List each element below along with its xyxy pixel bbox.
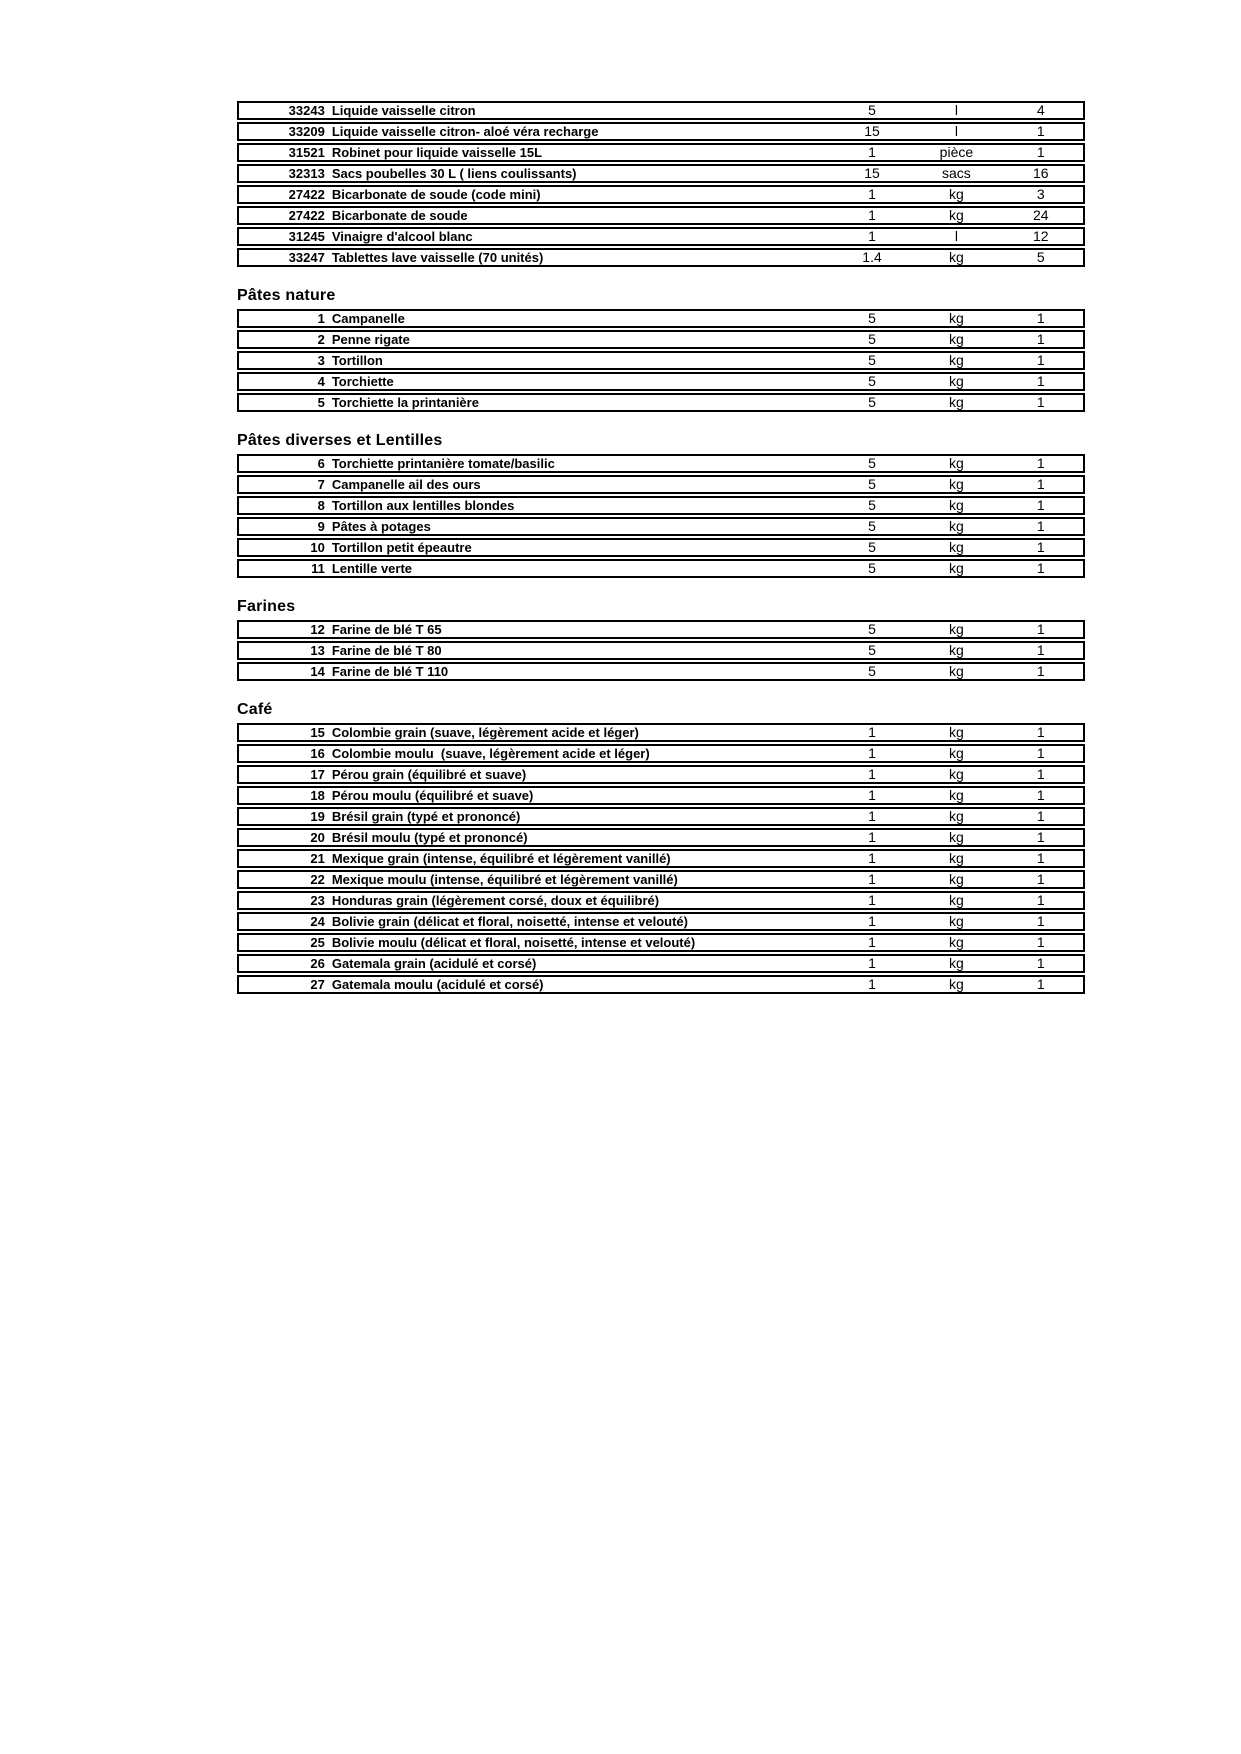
row-ref: 5 [317,395,325,410]
row-unit: kg [949,872,964,887]
table-row [237,143,1085,162]
row-label: Robinet pour liquide vaisselle 15L [331,145,543,160]
row-unit: pièce [939,145,974,160]
row-label: Sacs poubelles 30 L ( liens coulissants) [331,166,577,181]
table-row [237,641,1085,660]
row-label: Tortillon [331,353,383,368]
section-rows [237,454,1085,578]
row-unit: kg [949,956,964,971]
table-row [237,454,1085,473]
table-row [237,870,1085,889]
row-label: Tortillon petit épeautre [331,540,472,555]
row-label: Torchiette [331,374,394,389]
row-count: 1 [1036,353,1045,368]
row-ref: 31245 [288,229,325,244]
section-title: Farines [237,598,296,615]
row-label: Colombie grain (suave, légèrement acide et léger) [331,725,639,740]
row-unit: kg [949,498,964,513]
row-ref: 23 [310,893,325,908]
row-count: 1 [1036,311,1045,326]
row-label: Campanelle [331,311,405,326]
row-label: Brésil grain (typé et prononcé) [331,809,521,824]
row-unit: l [954,103,958,118]
row-qty: 5 [868,540,876,555]
table-row [237,101,1085,120]
row-count: 1 [1036,664,1045,679]
row-ref: 10 [310,540,325,555]
table-row [237,538,1085,557]
row-label: Tablettes lave vaisselle (70 unités) [331,250,544,265]
row-qty: 5 [868,353,876,368]
row-qty: 5 [868,395,876,410]
table-row [237,891,1085,910]
row-unit: kg [949,788,964,803]
row-count: 1 [1036,830,1045,845]
row-unit: kg [949,519,964,534]
row-qty: 1 [868,977,876,992]
table-row [237,954,1085,973]
section-title: Pâtes nature [237,287,336,304]
row-ref: 26 [310,956,325,971]
table-row [237,807,1085,826]
sections-container [237,101,1085,994]
row-count: 1 [1036,477,1045,492]
row-unit: kg [949,893,964,908]
row-qty: 5 [868,643,876,658]
row-unit: kg [949,332,964,347]
row-label: Pâtes à potages [331,519,431,534]
row-unit: kg [949,725,964,740]
row-label: Torchiette printanière tomate/basilic [331,456,555,471]
row-ref: 31521 [288,145,325,160]
row-count: 1 [1036,332,1045,347]
row-label: Pérou moulu (équilibré et suave) [331,788,534,803]
row-label: Tortillon aux lentilles blondes [331,498,515,513]
row-label: Lentille verte [331,561,413,576]
row-label: Farine de blé T 110 [331,664,449,679]
row-unit: kg [949,456,964,471]
row-ref: 6 [317,456,325,471]
row-ref: 11 [311,561,325,576]
row-ref: 15 [310,725,325,740]
table-row [237,786,1085,805]
row-ref: 33247 [288,250,325,265]
row-qty: 5 [868,332,876,347]
row-ref: 25 [310,935,325,950]
table-row [237,828,1085,847]
row-count: 12 [1033,229,1049,244]
row-ref: 16 [310,746,325,761]
row-ref: 32313 [288,166,325,181]
table-row [237,309,1085,328]
row-ref: 8 [317,498,325,513]
row-unit: kg [949,643,964,658]
row-qty: 5 [868,477,876,492]
row-unit: kg [949,664,964,679]
section-title: Pâtes diverses et Lentilles [237,432,443,449]
row-qty: 1 [868,788,876,803]
row-label: Bolivie moulu (délicat et floral, noisetté, intense et velouté) [331,935,696,950]
row-label: Mexique grain (intense, équilibré et légèrement vanillé) [331,851,671,866]
row-unit: kg [949,977,964,992]
row-qty: 1 [868,914,876,929]
row-count: 1 [1036,935,1045,950]
row-ref: 21 [310,851,325,866]
row-ref: 13 [310,643,325,658]
row-count: 1 [1036,145,1045,160]
row-label: Mexique moulu (intense, équilibré et légèrement vanillé) [331,872,678,887]
row-qty: 5 [868,498,876,513]
section-rows [237,620,1085,681]
row-label: Bicarbonate de soude (code mini) [331,187,541,202]
row-count: 1 [1036,809,1045,824]
product-section [237,101,1085,267]
row-ref: 3 [317,353,325,368]
table-row [237,475,1085,494]
section-rows [237,101,1085,267]
row-qty: 1 [868,725,876,740]
row-ref: 12 [310,622,325,637]
section-rows [237,723,1085,994]
row-unit: kg [949,767,964,782]
row-unit: kg [949,830,964,845]
row-count: 1 [1036,498,1045,513]
row-unit: kg [949,395,964,410]
table-row [237,330,1085,349]
row-qty: 15 [864,124,880,139]
row-label: Vinaigre d'alcool blanc [331,229,473,244]
row-ref: 2 [317,332,325,347]
table-row [237,765,1085,784]
row-ref: 27422 [288,187,325,202]
row-count: 1 [1036,540,1045,555]
row-qty: 5 [868,561,876,576]
row-count: 4 [1036,103,1045,118]
row-unit: kg [949,477,964,492]
row-label: Gatemala grain (acidulé et corsé) [331,956,537,971]
row-ref: 1 [317,311,325,326]
table-row [237,744,1085,763]
document-page [237,101,1085,996]
row-ref: 22 [310,872,325,887]
row-qty: 1 [868,145,876,160]
row-ref: 27 [310,977,325,992]
row-qty: 5 [868,103,876,118]
row-ref: 9 [317,519,325,534]
row-count: 1 [1036,519,1045,534]
row-label: Farine de blé T 65 [331,622,442,637]
row-unit: kg [949,353,964,368]
row-label: Campanelle ail des ours [331,477,481,492]
row-label: Torchiette la printanière [331,395,479,410]
row-count: 1 [1036,851,1045,866]
row-qty: 5 [868,622,876,637]
row-label: Brésil moulu (typé et prononcé) [331,830,528,845]
row-qty: 1 [868,746,876,761]
row-count: 1 [1036,725,1045,740]
row-count: 1 [1036,374,1045,389]
row-label: Honduras grain (légèrement corsé, doux et équilibré) [331,893,660,908]
row-count: 5 [1036,250,1045,265]
row-unit: kg [949,914,964,929]
row-count: 1 [1036,956,1045,971]
section-title: Café [237,701,273,718]
row-qty: 1 [868,872,876,887]
table-row [237,975,1085,994]
row-count: 1 [1036,872,1045,887]
row-unit: sacs [942,166,971,181]
table-row [237,849,1085,868]
row-qty: 1 [868,893,876,908]
row-count: 1 [1036,977,1045,992]
row-count: 1 [1036,746,1045,761]
row-qty: 1 [868,208,876,223]
table-row [237,723,1085,742]
row-ref: 14 [310,664,325,679]
row-label: Penne rigate [331,332,410,347]
row-ref: 24 [310,914,325,929]
row-unit: kg [949,187,964,202]
section-rows [237,309,1085,412]
row-unit: kg [949,561,964,576]
row-unit: kg [949,250,964,265]
row-label: Gatemala moulu (acidulé et corsé) [331,977,544,992]
row-unit: kg [949,935,964,950]
table-row [237,185,1085,204]
row-qty: 1 [868,830,876,845]
product-section [237,701,1085,994]
row-unit: kg [949,809,964,824]
row-ref: 33209 [288,124,325,139]
row-count: 1 [1036,788,1045,803]
row-count: 1 [1036,767,1045,782]
table-row [237,393,1085,412]
row-count: 1 [1036,622,1045,637]
row-count: 1 [1036,124,1045,139]
row-unit: kg [949,374,964,389]
table-row [237,227,1085,246]
table-row [237,248,1085,267]
row-count: 1 [1036,893,1045,908]
row-qty: 1 [868,229,876,244]
table-row [237,496,1085,515]
row-count: 1 [1036,395,1045,410]
row-count: 1 [1036,456,1045,471]
row-count: 1 [1036,914,1045,929]
row-ref: 17 [310,767,325,782]
row-unit: kg [949,540,964,555]
row-qty: 5 [868,456,876,471]
product-section [237,598,1085,681]
row-unit: l [954,124,958,139]
row-qty: 5 [868,664,876,679]
row-qty: 5 [868,311,876,326]
row-ref: 33243 [288,103,325,118]
row-qty: 1 [868,851,876,866]
row-ref: 20 [310,830,325,845]
row-label: Pérou grain (équilibré et suave) [331,767,527,782]
row-qty: 5 [868,374,876,389]
table-row [237,164,1085,183]
table-row [237,372,1085,391]
row-qty: 1 [868,809,876,824]
row-qty: 1 [868,767,876,782]
row-unit: kg [949,622,964,637]
row-count: 1 [1036,643,1045,658]
row-qty: 1 [868,187,876,202]
row-label: Colombie moulu (suave, légèrement acide et léger) [331,746,650,761]
table-row [237,559,1085,578]
row-unit: kg [949,851,964,866]
table-row [237,517,1085,536]
row-count: 16 [1033,166,1049,181]
table-row [237,620,1085,639]
row-label: Liquide vaisselle citron- aloé véra recharge [331,124,599,139]
row-unit: kg [949,311,964,326]
row-ref: 4 [317,374,325,389]
row-qty: 1 [868,935,876,950]
product-section [237,287,1085,412]
row-count: 24 [1033,208,1049,223]
row-count: 3 [1036,187,1045,202]
row-unit: kg [949,746,964,761]
table-row [237,206,1085,225]
row-ref: 19 [310,809,325,824]
row-unit: kg [949,208,964,223]
row-unit: l [954,229,958,244]
table-row [237,933,1085,952]
row-qty: 1.4 [862,250,882,265]
row-ref: 27422 [288,208,325,223]
row-ref: 7 [317,477,325,492]
row-count: 1 [1036,561,1045,576]
product-section [237,432,1085,578]
row-qty: 15 [864,166,880,181]
row-qty: 5 [868,519,876,534]
table-row [237,662,1085,681]
row-label: Bicarbonate de soude [331,208,468,223]
row-label: Farine de blé T 80 [331,643,442,658]
table-row [237,351,1085,370]
row-qty: 1 [868,956,876,971]
row-label: Bolivie grain (délicat et floral, noisetté, intense et velouté) [331,914,688,929]
row-label: Liquide vaisselle citron [331,103,476,118]
table-row [237,912,1085,931]
row-ref: 18 [310,788,325,803]
table-row [237,122,1085,141]
